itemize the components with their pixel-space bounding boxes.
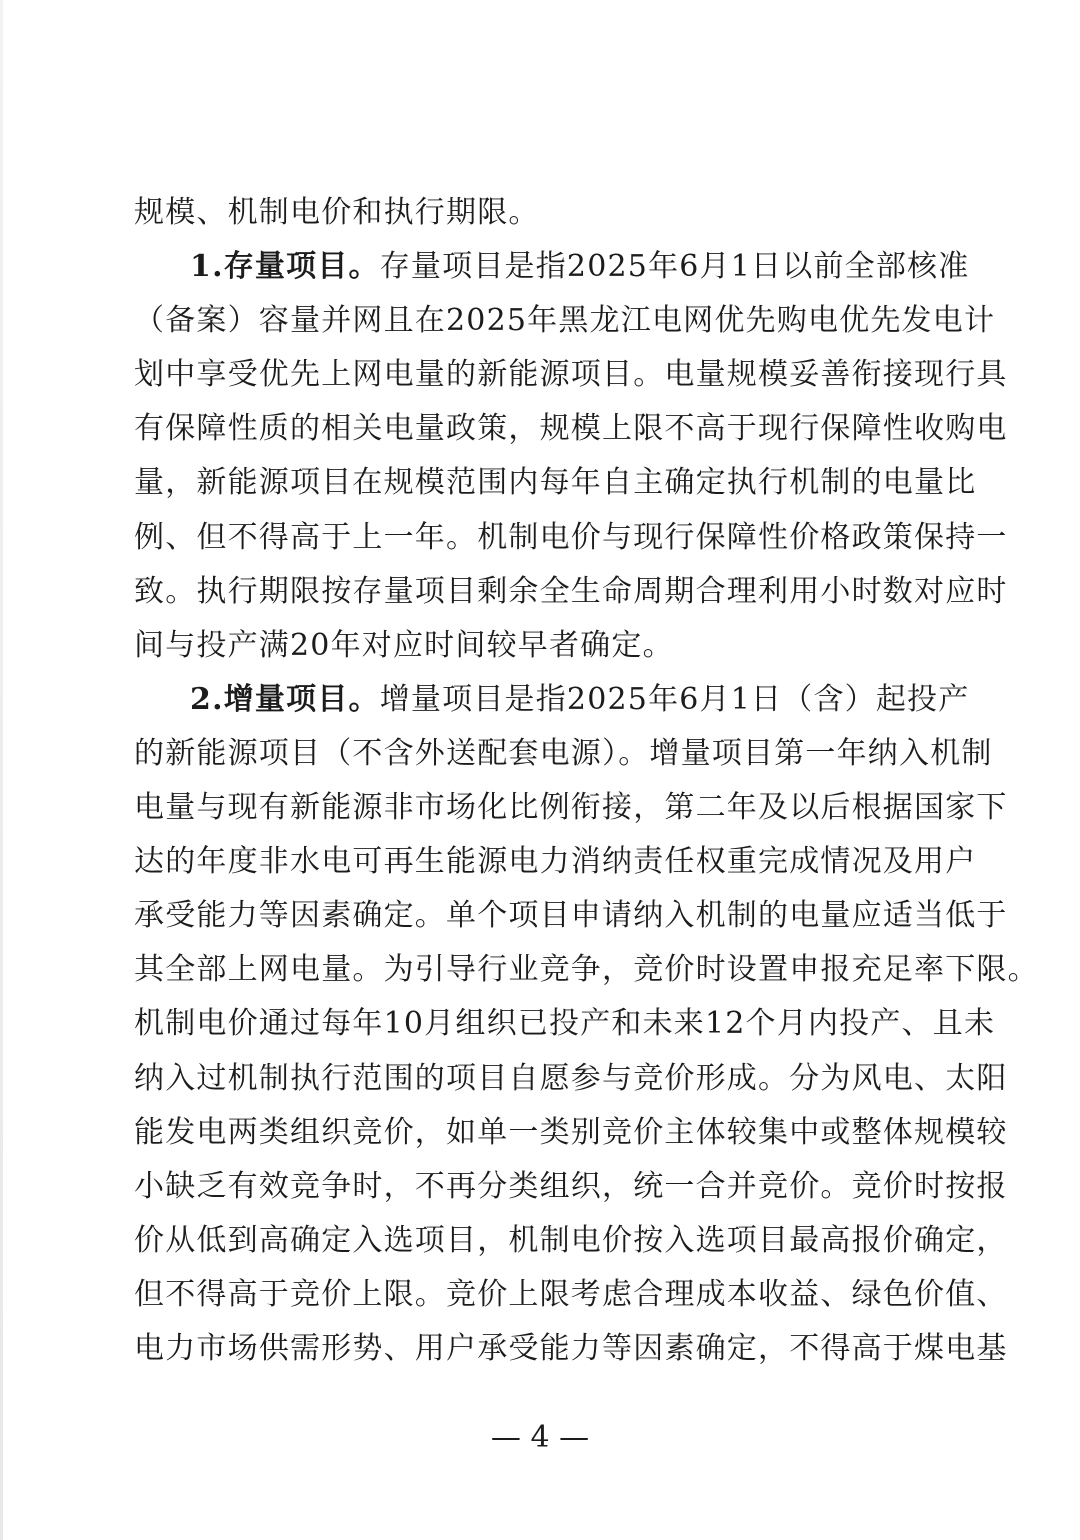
scan-edge-shadow <box>0 0 3 1540</box>
text-line: 机制电价通过每年10月组织已投产和未来12个月内投产、且未 <box>134 1006 996 1042</box>
text-line: 达的年度非水电可再生能源电力消纳责任权重完成情况及用户 <box>134 844 977 880</box>
section-heading-new-projects: 2.增量项目。 <box>190 681 380 717</box>
text-line: 有保障性质的相关电量政策，规模上限不高于现行保障性收购电 <box>134 411 1008 447</box>
text-line: 纳入过机制执行范围的项目自愿参与竞价形成。分为风电、太阳 <box>134 1060 1008 1096</box>
text-line: 划中享受优先上网电量的新能源项目。电量规模妥善衔接现行具 <box>134 357 1008 393</box>
text-line <box>134 240 970 294</box>
text-line: 价从低到高确定入选项目，机制电价按入选项目最高报价确定， <box>134 1222 1008 1258</box>
text-span: 增量项目是指2025年6月1日（含）起投产 <box>379 681 970 717</box>
text-line: 其全部上网电量。为引导行业竞争，竞价时设置申报充足率下限。 <box>134 952 1039 988</box>
text-line: 但不得高于竞价上限。竞价上限考虑合理成本收益、绿色价值、 <box>134 1276 1008 1312</box>
page-number: — 4 — <box>490 1420 590 1455</box>
body-text <box>134 186 1039 1376</box>
text-line: 量，新能源项目在规模范围内每年自主确定执行机制的电量比 <box>134 465 977 501</box>
text-line: 承受能力等因素确定。单个项目申请纳入机制的电量应适当低于 <box>134 898 1008 934</box>
text-span: 存量项目是指2025年6月1日以前全部核准 <box>379 249 970 285</box>
text-line: 电量与现有新能源非市场化比例衔接，第二年及以后根据国家下 <box>134 790 1008 826</box>
text-line: 小缺乏有效竞争时，不再分类组织，统一合并竞价。竞价时按报 <box>134 1168 1008 1204</box>
text-line: 间与投产满20年对应时间较早者确定。 <box>134 627 674 663</box>
text-line: 能发电两类组织竞价，如单一类别竞价主体较集中或整体规模较 <box>134 1114 1008 1150</box>
text-line: 致。执行期限按存量项目剩余全生命周期合理利用小时数对应时 <box>134 573 1008 609</box>
section-heading-existing-projects: 1.存量项目。 <box>190 249 380 285</box>
text-line <box>134 673 970 727</box>
text-line: 电力市场供需形势、用户承受能力等因素确定，不得高于煤电基 <box>134 1330 1008 1366</box>
text-line: 例、但不得高于上一年。机制电价与现行保障性价格政策保持一 <box>134 519 1008 555</box>
text-line: 的新能源项目（不含外送配套电源）。增量项目第一年纳入机制 <box>134 735 993 771</box>
text-line: 规模、机制电价和执行期限。 <box>134 195 540 230</box>
text-line: （备案）容量并网且在2025年黑龙江电网优先购电优先发电计 <box>134 303 996 339</box>
